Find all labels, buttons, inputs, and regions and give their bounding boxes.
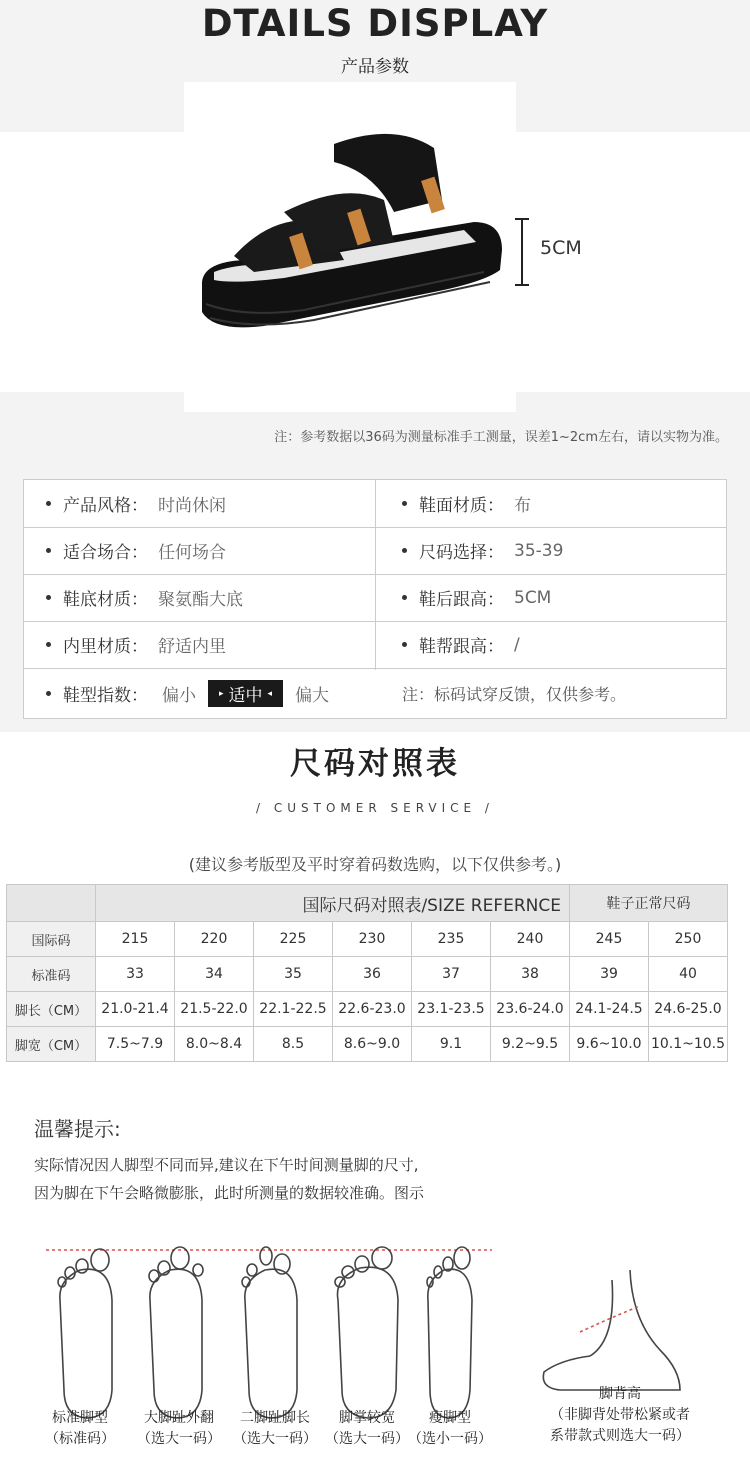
table-cell: 9.6~10.0 bbox=[570, 1027, 649, 1062]
table-cell: 225 bbox=[254, 922, 333, 957]
bullet-icon bbox=[402, 501, 407, 506]
table-cell: 245 bbox=[570, 922, 649, 957]
table-cell: 21.5-22.0 bbox=[175, 992, 254, 1027]
param-value: 任何场合 bbox=[158, 543, 226, 563]
fit-selected: ▸ 适中 ◂ bbox=[208, 680, 283, 707]
table-cell: 22.6-23.0 bbox=[333, 992, 412, 1027]
tips-line: 因为脚在下午会略微膨胀，此时所测量的数据较准确。图示 bbox=[34, 1184, 425, 1202]
table-cell: 8.5 bbox=[254, 1027, 333, 1062]
foot-type-label: 标准脚型 （标准码） bbox=[45, 1410, 115, 1447]
table-cell: 9.2~9.5 bbox=[491, 1027, 570, 1062]
table-cell: 8.0~8.4 bbox=[175, 1027, 254, 1062]
table-cell: 23.6-24.0 bbox=[491, 992, 570, 1027]
table-header-row bbox=[7, 885, 728, 922]
table-cell: 38 bbox=[491, 957, 570, 992]
fit-key: 鞋型指数： bbox=[63, 686, 148, 706]
table-cell: 36 bbox=[333, 957, 412, 992]
product-photo bbox=[184, 82, 516, 412]
param-value: 35-39 bbox=[514, 540, 564, 561]
param-value: 5CM bbox=[514, 587, 552, 608]
triangle-right-icon: ▸ bbox=[219, 688, 224, 699]
table-cell: 24.1-24.5 bbox=[570, 992, 649, 1027]
params-row bbox=[24, 574, 726, 622]
table-cell: 35 bbox=[254, 957, 333, 992]
param-key: 鞋面材质： bbox=[419, 496, 504, 516]
table-cell: 34 bbox=[175, 957, 254, 992]
size-chart-hint: (建议参考版型及平时穿着码数选购，以下仅供参考。) bbox=[188, 855, 562, 874]
param-value: 时尚休闲 bbox=[158, 496, 226, 516]
row-label: 国际码 bbox=[7, 922, 96, 957]
table-cell: 23.1-23.5 bbox=[412, 992, 491, 1027]
foot-type-label: 二脚趾脚长 （选大一码） bbox=[233, 1410, 317, 1447]
foot-type-label: 脚掌较宽 （选大一码） bbox=[325, 1410, 409, 1447]
table-row bbox=[7, 1027, 728, 1062]
params-row bbox=[24, 621, 726, 669]
table-cell: 230 bbox=[333, 922, 412, 957]
table-cell: 24.6-25.0 bbox=[649, 992, 728, 1027]
table-cell: 40 bbox=[649, 957, 728, 992]
param-key: 内里材质： bbox=[63, 637, 148, 657]
table-cell: 37 bbox=[412, 957, 491, 992]
param-value: / bbox=[514, 634, 520, 655]
param-key: 鞋帮跟高： bbox=[419, 637, 504, 657]
table-cell: 215 bbox=[96, 922, 175, 957]
page-title: DTAILS DISPLAY bbox=[201, 2, 549, 45]
table-cell: 22.1-22.5 bbox=[254, 992, 333, 1027]
measurement-note: 注：参考数据以36码为测量标准手工测量，误差1~2cm左右，请以实物为准。 bbox=[274, 430, 728, 445]
table-cell: 10.1~10.5 bbox=[649, 1027, 728, 1062]
param-key: 尺码选择： bbox=[419, 543, 504, 563]
instep-label: 脚背高 （非脚背处带松紧或者 系带款式则选大一码） bbox=[550, 1386, 690, 1444]
row-label: 脚宽（CM） bbox=[7, 1027, 96, 1062]
tips-text bbox=[34, 1151, 734, 1207]
size-chart-title: 尺码对照表 bbox=[290, 746, 460, 782]
fit-scale bbox=[162, 680, 329, 707]
sandal-image bbox=[184, 82, 516, 412]
table-row bbox=[7, 957, 728, 992]
tips-line: 实际情况因人脚型不同而异,建议在下午时间测量脚的尺寸, bbox=[34, 1156, 419, 1174]
table-cell: 235 bbox=[412, 922, 491, 957]
heel-height-marker bbox=[512, 218, 532, 286]
param-key: 产品风格： bbox=[63, 496, 148, 516]
foot-type-label: 瘦脚型 （选小一码） bbox=[408, 1410, 492, 1447]
triangle-left-icon: ◂ bbox=[267, 688, 273, 699]
bullet-icon bbox=[402, 548, 407, 553]
table-row bbox=[7, 992, 728, 1027]
param-key: 鞋后跟高： bbox=[419, 590, 504, 610]
table-header-main: 国际尺码对照表/SIZE REFERNCE bbox=[96, 885, 570, 922]
table-row bbox=[7, 922, 728, 957]
table-cell: 39 bbox=[570, 957, 649, 992]
param-value: 布 bbox=[514, 496, 531, 516]
bullet-icon bbox=[46, 691, 51, 696]
param-value: 聚氨酯大底 bbox=[158, 590, 243, 610]
table-cell: 9.1 bbox=[412, 1027, 491, 1062]
foot-type-label: 大脚趾外翻 （选大一码） bbox=[137, 1410, 221, 1447]
params-table bbox=[23, 479, 727, 719]
heel-height-label: 5CM bbox=[540, 237, 582, 259]
table-header-side: 鞋子正常尺码 bbox=[570, 885, 728, 922]
param-key: 鞋底材质： bbox=[63, 590, 148, 610]
table-cell: 250 bbox=[649, 922, 728, 957]
table-cell: 8.6~9.0 bbox=[333, 1027, 412, 1062]
size-table bbox=[6, 884, 728, 1062]
table-cell: 7.5~7.9 bbox=[96, 1027, 175, 1062]
bullet-icon bbox=[46, 642, 51, 647]
fit-large: 偏大 bbox=[295, 686, 330, 706]
table-cell: 21.0-21.4 bbox=[96, 992, 175, 1027]
params-row bbox=[24, 480, 726, 528]
table-cell: 33 bbox=[96, 957, 175, 992]
tips-heading: 温馨提示: bbox=[34, 1117, 121, 1141]
row-label: 标准码 bbox=[7, 957, 96, 992]
bullet-icon bbox=[402, 642, 407, 647]
fit-small: 偏小 bbox=[162, 686, 196, 706]
table-cell: 220 bbox=[175, 922, 254, 957]
bullet-icon bbox=[46, 595, 51, 600]
page-subtitle: 产品参数 bbox=[341, 57, 409, 77]
fit-row bbox=[24, 670, 726, 717]
param-value: 舒适内里 bbox=[158, 637, 226, 657]
bullet-icon bbox=[46, 548, 51, 553]
param-key: 适合场合： bbox=[63, 543, 148, 563]
row-label: 脚长（CM） bbox=[7, 992, 96, 1027]
size-chart-subtitle: / CUSTOMER SERVICE / bbox=[256, 801, 494, 815]
bullet-icon bbox=[46, 501, 51, 506]
params-row bbox=[24, 527, 726, 575]
bullet-icon bbox=[402, 595, 407, 600]
table-cell: 240 bbox=[491, 922, 570, 957]
foot-types-illustration bbox=[20, 1240, 740, 1450]
fit-note: 注：标码试穿反馈，仅供参考。 bbox=[402, 685, 627, 704]
